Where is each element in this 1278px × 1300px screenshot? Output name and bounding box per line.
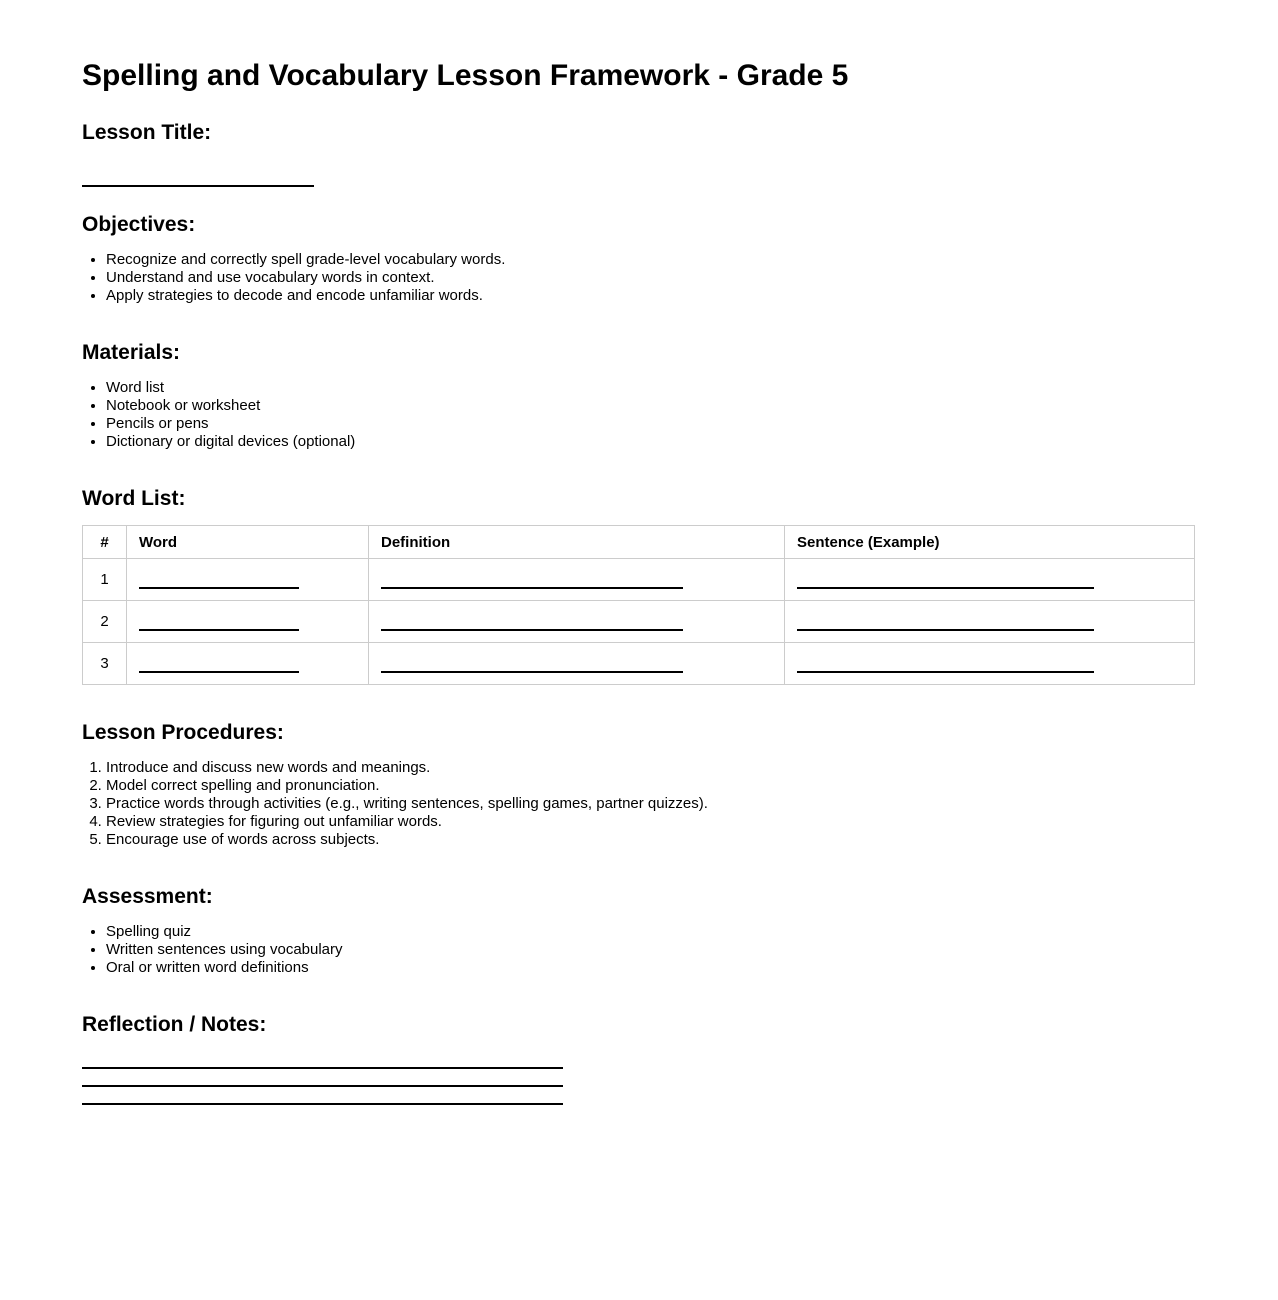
note-blank-line: [82, 1051, 563, 1069]
objectives-list: [82, 251, 1195, 305]
reflection-heading: Reflection / Notes:: [82, 1013, 267, 1036]
procedures-step: 5. Encourage use of words across subjects.: [106, 831, 1195, 849]
row-number: 1: [83, 559, 127, 601]
table-row: [83, 559, 1195, 601]
materials-item: • Dictionary or digital devices (optional): [106, 433, 1195, 451]
materials-heading: Materials:: [82, 341, 181, 364]
document-title: Spelling and Vocabulary Lesson Framework - Grade 5: [82, 59, 849, 92]
assessment-item: • Spelling quiz: [106, 923, 1195, 941]
objectives-item: • Recognize and correctly spell grade-level vocabulary words.: [106, 251, 1195, 269]
materials-item: • Notebook or worksheet: [106, 397, 1195, 415]
procedures-heading: Lesson Procedures:: [82, 721, 284, 744]
word-list-heading: Word List:: [82, 487, 186, 510]
definition-cell: [369, 643, 785, 685]
word-cell: [127, 643, 369, 685]
column-header-word: Word: [127, 526, 369, 559]
word-blank-line: [139, 657, 299, 673]
word-cell: [127, 559, 369, 601]
sentence-cell: [785, 559, 1195, 601]
materials-item: • Word list: [106, 379, 1195, 397]
assessment-list: [82, 923, 1195, 977]
sentence-blank-line: [797, 657, 1094, 673]
lesson-title-heading: Lesson Title:: [82, 121, 212, 144]
definition-blank-line: [381, 657, 683, 673]
lesson-title-blank-line: [82, 171, 314, 187]
objectives-item: • Understand and use vocabulary words in context.: [106, 269, 1195, 287]
lesson-title-field: [82, 159, 1195, 177]
column-header-number: #: [83, 526, 127, 559]
objectives-item: • Apply strategies to decode and encode unfamiliar words.: [106, 287, 1195, 305]
assessment-item: • Oral or written word definitions: [106, 959, 1195, 977]
table-row: [83, 643, 1195, 685]
objectives-heading: Objectives:: [82, 213, 196, 236]
column-header-definition: Definition: [369, 526, 785, 559]
row-number: 2: [83, 601, 127, 643]
materials-list: [82, 379, 1195, 451]
materials-item: • Pencils or pens: [106, 415, 1195, 433]
definition-cell: [369, 601, 785, 643]
column-header-sentence: Sentence (Example): [785, 526, 1195, 559]
procedures-step: 2. Model correct spelling and pronunciation.: [106, 777, 1195, 795]
sentence-cell: [785, 601, 1195, 643]
sentence-blank-line: [797, 615, 1094, 631]
procedures-list: [82, 759, 1195, 849]
word-table-header-row: [83, 526, 1195, 559]
reflection-notes-field: [82, 1051, 1195, 1105]
note-blank-line: [82, 1087, 563, 1105]
definition-cell: [369, 559, 785, 601]
note-line-row: [82, 1069, 1195, 1087]
table-row: [83, 601, 1195, 643]
procedures-step: 1. Introduce and discuss new words and meanings.: [106, 759, 1195, 777]
sentence-blank-line: [797, 573, 1094, 589]
definition-blank-line: [381, 615, 683, 631]
procedures-step: 3. Practice words through activities (e.g., writing sentences, spelling games, partner quizzes).: [106, 795, 1195, 813]
note-blank-line: [82, 1069, 563, 1087]
row-number: 3: [83, 643, 127, 685]
note-line-row: [82, 1087, 1195, 1105]
assessment-heading: Assessment:: [82, 885, 213, 908]
word-cell: [127, 601, 369, 643]
sentence-cell: [785, 643, 1195, 685]
assessment-item: • Written sentences using vocabulary: [106, 941, 1195, 959]
note-line-row: [82, 1051, 1195, 1069]
definition-blank-line: [381, 573, 683, 589]
word-blank-line: [139, 573, 299, 589]
word-list-table: [82, 525, 1195, 685]
procedures-step: 4. Review strategies for figuring out unfamiliar words.: [106, 813, 1195, 831]
word-blank-line: [139, 615, 299, 631]
